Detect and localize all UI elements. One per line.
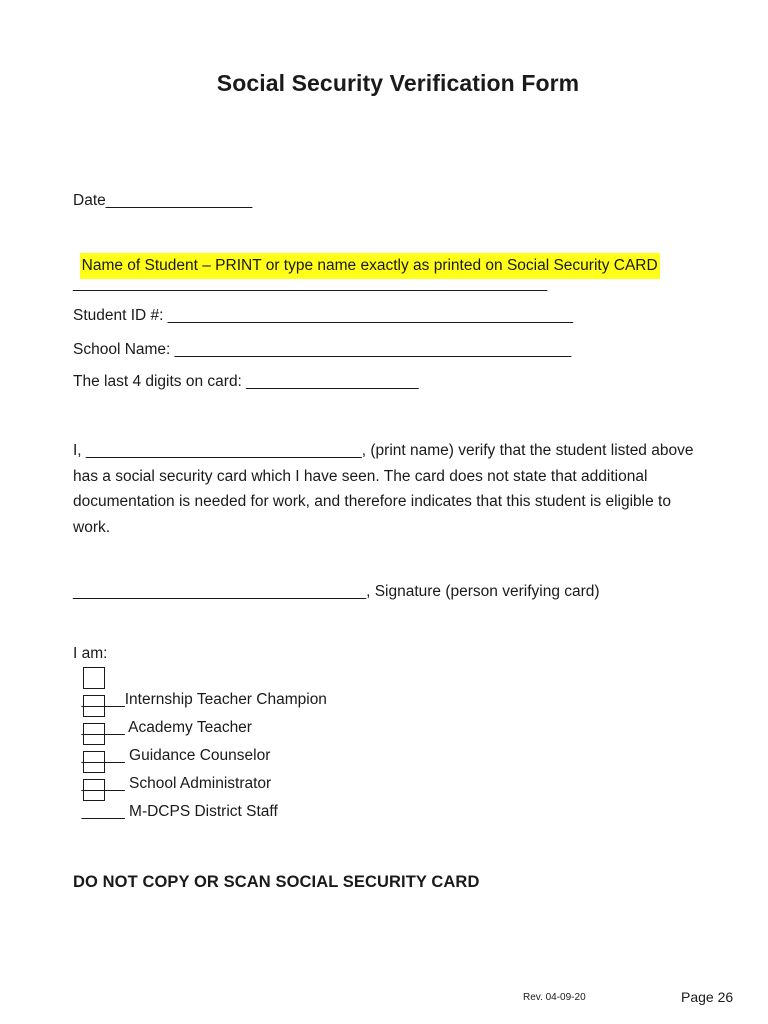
page-number: Page 26	[681, 989, 734, 1005]
role-blank: _____	[81, 747, 125, 764]
role-label: Internship Teacher Champion	[124, 691, 327, 708]
warning-notice: DO NOT COPY OR SCAN SOCIAL SECURITY CARD	[73, 873, 480, 891]
school-name-field[interactable]: School Name: ______________________________________________	[73, 341, 572, 358]
highlighted-instruction: Name of Student – PRINT or type name exactly as printed on Social Security CARD	[80, 253, 660, 279]
role-option-guidance-counselor[interactable]	[73, 729, 271, 764]
last-four-digits-field[interactable]: The last 4 digits on card: ____________________	[73, 373, 419, 390]
revision-date: Rev. 04-09-20	[523, 992, 586, 1003]
role-label: Academy Teacher	[124, 719, 252, 736]
student-name-field[interactable]: _______________________________________________________	[73, 275, 548, 292]
checkbox[interactable]	[83, 751, 105, 773]
role-blank: _____	[81, 719, 125, 736]
page-title: Social Security Verification Form	[216, 70, 580, 96]
signature-field[interactable]: __________________________________, Signature (person verifying card)	[73, 583, 600, 600]
student-name-instruction	[73, 239, 660, 275]
role-blank: _____	[81, 803, 125, 820]
checkbox[interactable]	[83, 723, 105, 745]
role-blank: _____	[81, 691, 125, 708]
role-label: School Administrator	[124, 775, 272, 792]
role-option-academy-teacher[interactable]	[73, 701, 252, 736]
date-field[interactable]: Date_________________	[73, 192, 253, 209]
checkbox[interactable]	[83, 779, 105, 801]
role-blank: _____	[81, 775, 125, 792]
student-id-field[interactable]: Student ID #: _______________________________________________	[73, 307, 573, 324]
role-label: Guidance Counselor	[124, 747, 271, 764]
role-option-internship-teacher-champion[interactable]	[73, 673, 327, 708]
role-label: M-DCPS District Staff	[124, 803, 278, 820]
i-am-label: I am:	[73, 645, 108, 662]
checkbox[interactable]	[83, 695, 105, 717]
checkbox[interactable]	[83, 667, 105, 689]
role-option-school-administrator[interactable]	[73, 757, 272, 792]
verification-statement: I, ________________________________, (print name) verify that the student listed above has a social security card which I have seen. The card does not state that additional documentation is needed for work, and therefore indicates that this student is eligible to work.	[73, 442, 694, 536]
role-option-district-staff[interactable]	[73, 785, 278, 820]
